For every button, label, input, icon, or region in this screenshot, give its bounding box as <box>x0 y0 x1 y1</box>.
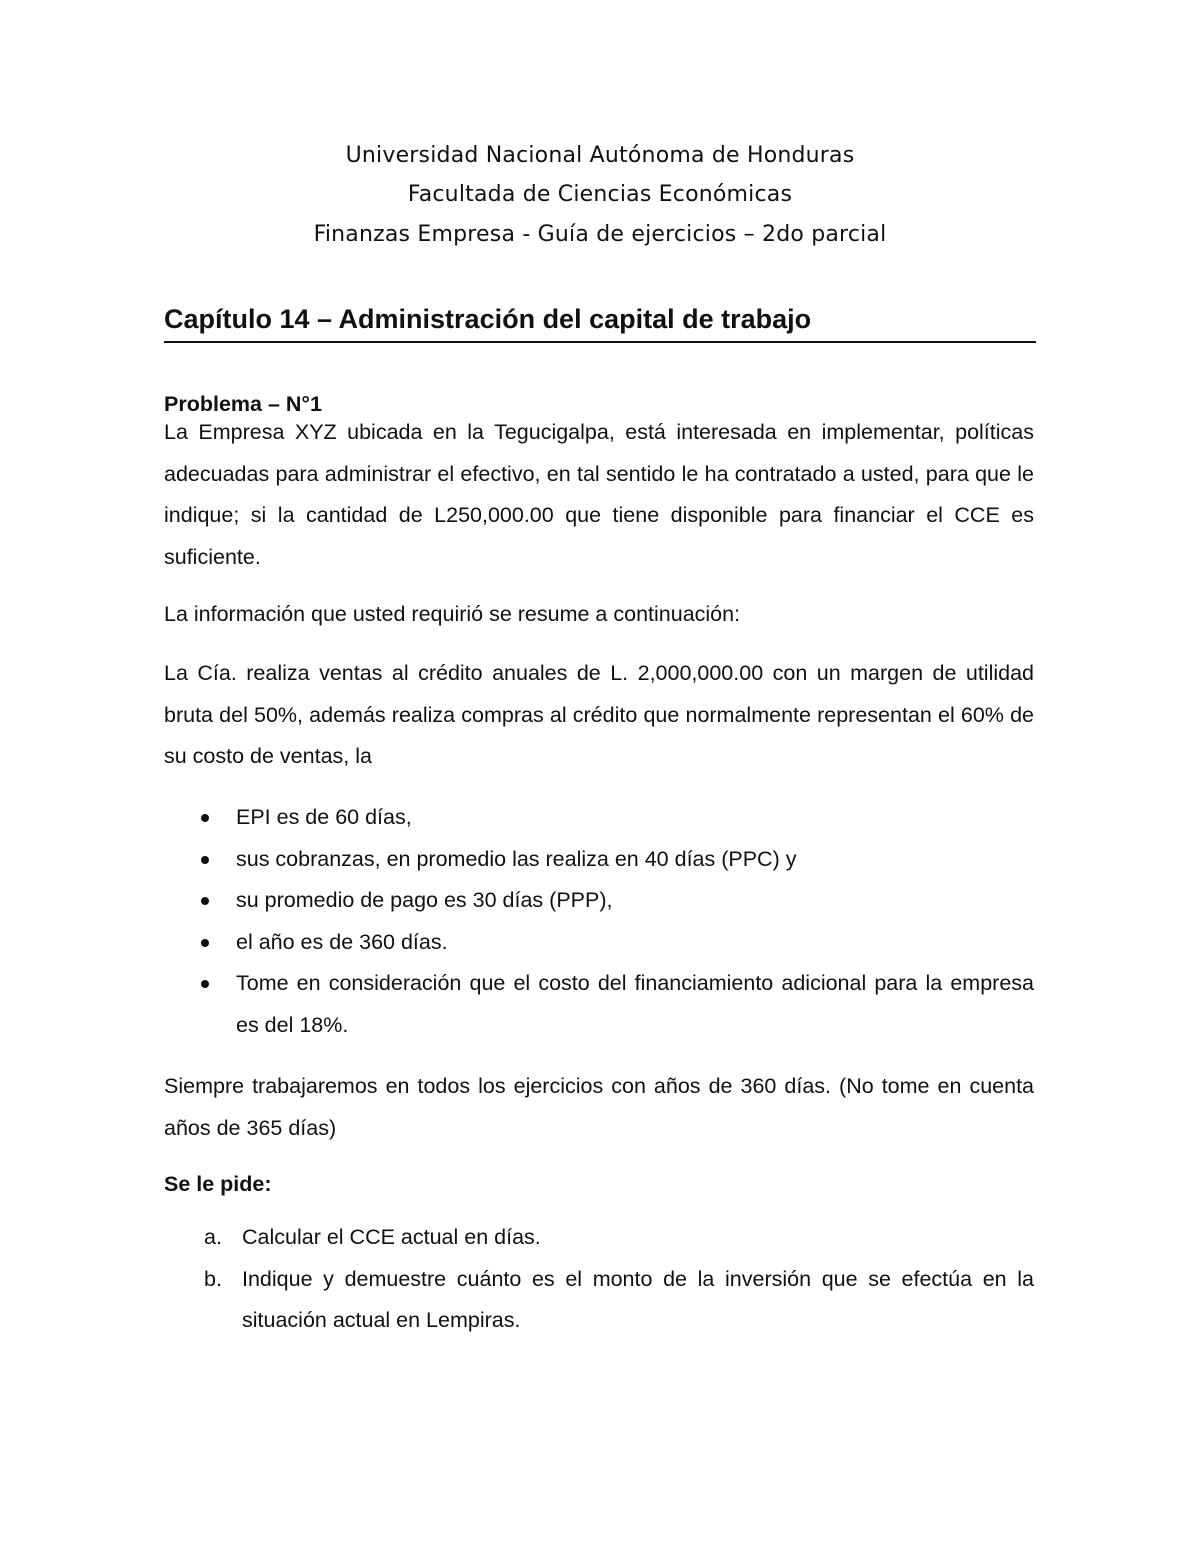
bullet-icon <box>201 856 209 864</box>
list-item <box>204 1259 1034 1342</box>
bullet-text: el año es de 360 días. <box>236 929 448 954</box>
questions-list <box>204 1217 1034 1342</box>
bullet-text: sus cobranzas, en promedio las realiza en 40 días (PPC) y <box>236 846 797 871</box>
question-text: Calcular el CCE actual en días. <box>242 1225 541 1249</box>
bullet-text: Tome en consideración que el costo del financiamiento adicional para la empresa es del 18%. <box>236 971 1034 1037</box>
list-item <box>196 963 1034 1046</box>
info-summary-line: La información que usted requirió se resume a continuación: <box>164 602 741 626</box>
bullet-icon <box>201 897 209 905</box>
chapter-underline <box>164 341 1036 343</box>
questions-heading: Se le pide: <box>164 1172 272 1196</box>
list-item <box>196 922 1034 964</box>
list-item <box>196 880 1034 922</box>
question-letter: a. <box>204 1225 222 1249</box>
university-name: Universidad Nacional Autónoma de Honduras <box>345 143 855 168</box>
bullet-icon <box>201 980 209 988</box>
company-details-paragraph: La Cía. realiza ventas al crédito anuales de L. 2,000,000.00 con un margen de utilidad bruta del 50%, además realiza compras al crédito que normalmente representan el 60% de su costo de ventas, la <box>164 661 1034 768</box>
years-note-paragraph: Siempre trabajaremos en todos los ejercicios con años de 360 días. (No tome en cuenta años de 365 días) <box>164 1074 1034 1140</box>
bullet-icon <box>201 939 209 947</box>
assumptions-list <box>196 797 1034 1046</box>
question-letter: b. <box>204 1266 222 1291</box>
list-item <box>196 797 1034 839</box>
chapter-title: Capítulo 14 – Administración del capital de trabajo <box>164 304 812 334</box>
bullet-text: su promedio de pago es 30 días (PPP), <box>236 888 613 912</box>
bullet-icon <box>201 814 209 822</box>
question-text: Indique y demuestre cuánto es el monto de la inversión que se efectúa en la situación actual en Lempiras. <box>242 1266 1034 1332</box>
course-title: Finanzas Empresa - Guía de ejercicios – 2do parcial <box>313 222 887 247</box>
bullet-text: EPI es de 60 días, <box>236 805 412 829</box>
faculty-name: Facultada de Ciencias Económicas <box>407 182 793 207</box>
problem-intro-paragraph: La Empresa XYZ ubicada en la Tegucigalpa, está interesada en implementar, políticas adecuadas para administrar el efectivo, en tal sentido le ha contratado a usted, para que le indique; si la cantidad de L250,000.00 que tiene disponible para financiar el CCE es suficiente. <box>164 420 1034 569</box>
problem-title: Problema – N°1 <box>164 392 322 416</box>
list-item <box>196 839 1034 881</box>
list-item <box>204 1217 1034 1259</box>
